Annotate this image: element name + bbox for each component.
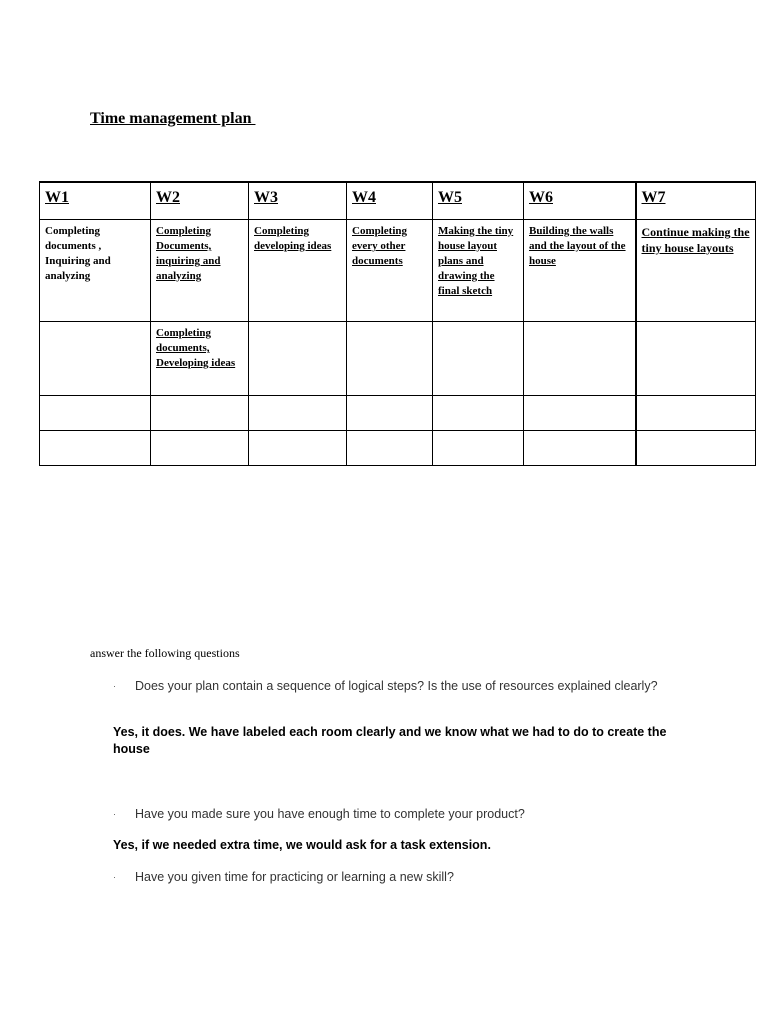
table-cell: [636, 220, 756, 322]
questions-intro: answer the following questions: [90, 646, 240, 660]
answer-text: Yes, if we needed extra time, we would ask for a task extension.: [113, 838, 491, 852]
cell-text: Completing developing ideas: [254, 225, 332, 252]
table-cell: [524, 220, 636, 322]
question-text: Have you made sure you have enough time to complete your product?: [135, 807, 525, 821]
table-cell: [40, 431, 151, 466]
question-2: [113, 806, 675, 822]
time-plan-table: [39, 181, 756, 466]
table-cell: [433, 322, 524, 396]
table-cell: [433, 431, 524, 466]
table-cell: [347, 220, 433, 322]
table-cell: [347, 431, 433, 466]
table-cell: [524, 396, 636, 431]
table-cell: [40, 396, 151, 431]
table-cell: [249, 322, 347, 396]
question-text: Does your plan contain a sequence of logical steps? Is the use of resources explained clearly?: [135, 679, 658, 693]
header-w2: W2: [151, 182, 249, 220]
cell-text: Completing documents, Developing ideas: [156, 327, 236, 369]
table-cell: [151, 322, 249, 396]
table-cell: [40, 220, 151, 322]
header-w3: W3: [249, 182, 347, 220]
table-cell: [40, 322, 151, 396]
cell-text: Making the tiny house layout plans and drawing the final sketch: [438, 225, 514, 297]
table-cell: [433, 220, 524, 322]
table-cell: [636, 322, 756, 396]
cell-text: Completing Documents, inquiring and analyzing: [156, 225, 221, 282]
table-cell: [151, 431, 249, 466]
table-cell: [151, 396, 249, 431]
table-cell: [636, 396, 756, 431]
question-1: [113, 678, 675, 694]
header-w7: W7: [636, 182, 756, 220]
answer-text: Yes, it does. We have labeled each room clearly and we know what we had to do to create the house: [113, 725, 667, 756]
table-cell: [347, 396, 433, 431]
cell-text: Building the walls and the layout of the house: [529, 225, 626, 267]
page-title: Time management plan: [90, 110, 256, 127]
bullet-icon: ·: [113, 872, 116, 882]
header-w5: W5: [433, 182, 524, 220]
table-row: [40, 396, 756, 431]
table-cell: [347, 322, 433, 396]
table-header-row: [40, 182, 756, 220]
question-3: [113, 869, 675, 885]
header-w4: W4: [347, 182, 433, 220]
bullet-icon: ·: [113, 809, 116, 819]
bullet-icon: ·: [113, 681, 116, 691]
cell-text: Completing every other documents: [352, 225, 407, 267]
table-cell: [249, 431, 347, 466]
table-cell: [151, 220, 249, 322]
table-cell: [433, 396, 524, 431]
answer-2: [113, 837, 673, 854]
cell-text: Completing documents , Inquiring and analyzing: [45, 225, 111, 282]
table-cell: [524, 322, 636, 396]
answer-1: [113, 724, 673, 758]
cell-text: Continue making the tiny house layouts: [641, 225, 750, 255]
table-cell: [636, 431, 756, 466]
table-row: [40, 431, 756, 466]
table-row: [40, 322, 756, 396]
table-cell: [249, 396, 347, 431]
table-row: [40, 220, 756, 322]
question-text: Have you given time for practicing or learning a new skill?: [135, 870, 454, 884]
table-cell: [249, 220, 347, 322]
table-cell: [524, 431, 636, 466]
header-w6: W6: [524, 182, 636, 220]
header-w1: W1: [40, 182, 151, 220]
